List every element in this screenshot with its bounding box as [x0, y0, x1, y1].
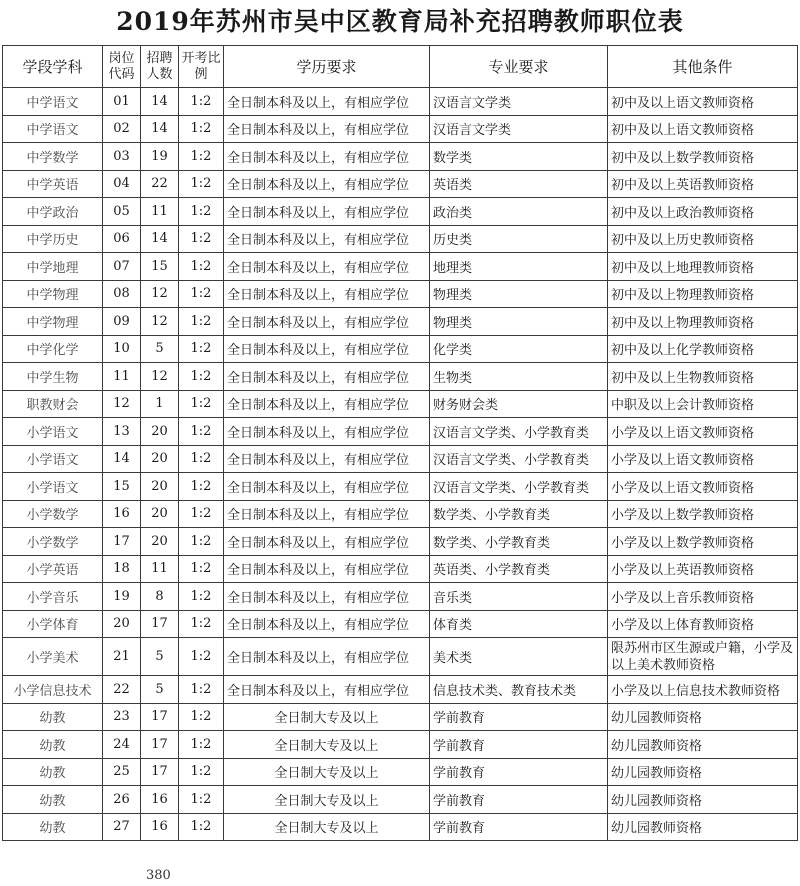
- cell-other: 初中及以上数学教师资格: [608, 143, 798, 171]
- cell-count: 17: [141, 703, 179, 731]
- cell-ratio: 1:2: [179, 445, 224, 473]
- cell-major: 汉语言文学类、小学教育类: [430, 445, 608, 473]
- cell-count: 5: [141, 335, 179, 363]
- cell-major: 汉语言文学类、小学教育类: [430, 473, 608, 501]
- cell-code: 06: [103, 225, 141, 253]
- header-ratio: 开考比例: [179, 46, 224, 88]
- cell-ratio: 1:2: [179, 253, 224, 281]
- cell-count: 15: [141, 253, 179, 281]
- cell-major: 学前教育: [430, 813, 608, 841]
- cell-education: 全日制本科及以上，有相应学位: [224, 225, 430, 253]
- cell-education: 全日制本科及以上，有相应学位: [224, 445, 430, 473]
- cell-code: 09: [103, 308, 141, 336]
- cell-subject: 幼教: [3, 813, 103, 841]
- cell-code: 02: [103, 115, 141, 143]
- cell-education: 全日制大专及以上: [224, 786, 430, 814]
- table-row: [3, 253, 798, 281]
- cell-code: 08: [103, 280, 141, 308]
- cell-other: 小学及以上数学教师资格: [608, 528, 798, 556]
- cell-subject: 小学美术: [3, 638, 103, 676]
- cell-other: 初中及以上生物教师资格: [608, 363, 798, 391]
- cell-ratio: 1:2: [179, 335, 224, 363]
- cell-count: 5: [141, 638, 179, 676]
- cell-other: 幼儿园教师资格: [608, 703, 798, 731]
- cell-major: 音乐类: [430, 583, 608, 611]
- cell-count: 20: [141, 528, 179, 556]
- cell-code: 22: [103, 676, 141, 704]
- cell-education: 全日制本科及以上，有相应学位: [224, 528, 430, 556]
- table-row: [3, 731, 798, 759]
- cell-subject: 幼教: [3, 703, 103, 731]
- cell-count: 14: [141, 115, 179, 143]
- cell-code: 14: [103, 445, 141, 473]
- cell-education: 全日制本科及以上，有相应学位: [224, 583, 430, 611]
- cell-education: 全日制大专及以上: [224, 758, 430, 786]
- cell-other: 初中及以上语文教师资格: [608, 88, 798, 116]
- table-row: [3, 280, 798, 308]
- cell-major: 数学类、小学教育类: [430, 528, 608, 556]
- cell-count: 22: [141, 170, 179, 198]
- cell-ratio: 1:2: [179, 676, 224, 704]
- cell-count: 1: [141, 390, 179, 418]
- cell-other: 小学及以上语文教师资格: [608, 473, 798, 501]
- table-row: [3, 528, 798, 556]
- cell-count: 14: [141, 225, 179, 253]
- cell-code: 19: [103, 583, 141, 611]
- cell-code: 11: [103, 363, 141, 391]
- cell-other: 幼儿园教师资格: [608, 758, 798, 786]
- cell-major: 数学类、小学教育类: [430, 500, 608, 528]
- cell-code: 17: [103, 528, 141, 556]
- cell-education: 全日制本科及以上，有相应学位: [224, 676, 430, 704]
- cell-count: 16: [141, 813, 179, 841]
- cell-subject: 中学地理: [3, 253, 103, 281]
- cell-other: 小学及以上体育教师资格: [608, 610, 798, 638]
- cell-major: 美术类: [430, 638, 608, 676]
- cell-other: 限苏州市区生源或户籍，小学及以上美术教师资格: [608, 638, 798, 676]
- cell-education: 全日制大专及以上: [224, 703, 430, 731]
- cell-count: 16: [141, 786, 179, 814]
- cell-count: 14: [141, 88, 179, 116]
- table-row: [3, 500, 798, 528]
- cell-major: 地理类: [430, 253, 608, 281]
- cell-ratio: 1:2: [179, 731, 224, 759]
- table-row: [3, 638, 798, 676]
- cell-subject: 幼教: [3, 786, 103, 814]
- cell-ratio: 1:2: [179, 583, 224, 611]
- cell-subject: 中学历史: [3, 225, 103, 253]
- cell-major: 汉语言文学类、小学教育类: [430, 418, 608, 446]
- cell-subject: 小学音乐: [3, 583, 103, 611]
- table-header-row: [3, 46, 798, 88]
- cell-major: 化学类: [430, 335, 608, 363]
- cell-other: 幼儿园教师资格: [608, 813, 798, 841]
- table-row: [3, 88, 798, 116]
- cell-ratio: 1:2: [179, 528, 224, 556]
- cell-other: 小学及以上语文教师资格: [608, 418, 798, 446]
- cell-subject: 职教财会: [3, 390, 103, 418]
- cell-subject: 中学物理: [3, 280, 103, 308]
- cell-ratio: 1:2: [179, 703, 224, 731]
- cell-education: 全日制本科及以上，有相应学位: [224, 280, 430, 308]
- cell-education: 全日制本科及以上，有相应学位: [224, 253, 430, 281]
- cell-other: 小学及以上信息技术教师资格: [608, 676, 798, 704]
- cell-ratio: 1:2: [179, 390, 224, 418]
- cell-other: 中职及以上会计教师资格: [608, 390, 798, 418]
- cell-major: 学前教育: [430, 786, 608, 814]
- cell-code: 26: [103, 786, 141, 814]
- cell-code: 12: [103, 390, 141, 418]
- cell-code: 25: [103, 758, 141, 786]
- cell-education: 全日制本科及以上，有相应学位: [224, 198, 430, 226]
- cell-ratio: 1:2: [179, 786, 224, 814]
- cell-major: 生物类: [430, 363, 608, 391]
- header-count: 招聘人数: [141, 46, 179, 88]
- table-row: [3, 786, 798, 814]
- cell-ratio: 1:2: [179, 555, 224, 583]
- cell-count: 8: [141, 583, 179, 611]
- table-row: [3, 363, 798, 391]
- table-row: [3, 308, 798, 336]
- cell-major: 历史类: [430, 225, 608, 253]
- cell-education: 全日制本科及以上，有相应学位: [224, 88, 430, 116]
- cell-subject: 中学化学: [3, 335, 103, 363]
- cell-ratio: 1:2: [179, 758, 224, 786]
- table-row: [3, 335, 798, 363]
- cell-count: 20: [141, 445, 179, 473]
- table-row: [3, 676, 798, 704]
- cell-major: 政治类: [430, 198, 608, 226]
- cell-education: 全日制本科及以上，有相应学位: [224, 610, 430, 638]
- cell-subject: 幼教: [3, 731, 103, 759]
- cell-major: 英语类、小学教育类: [430, 555, 608, 583]
- cell-ratio: 1:2: [179, 115, 224, 143]
- cell-count: 12: [141, 308, 179, 336]
- cell-major: 学前教育: [430, 703, 608, 731]
- cell-major: 物理类: [430, 308, 608, 336]
- cell-ratio: 1:2: [179, 418, 224, 446]
- cell-subject: 小学语文: [3, 473, 103, 501]
- cell-education: 全日制本科及以上，有相应学位: [224, 500, 430, 528]
- header-major: 专业要求: [430, 46, 608, 88]
- cell-other: 初中及以上物理教师资格: [608, 280, 798, 308]
- cell-major: 数学类: [430, 143, 608, 171]
- cell-subject: 小学语文: [3, 445, 103, 473]
- cell-code: 16: [103, 500, 141, 528]
- cell-ratio: 1:2: [179, 813, 224, 841]
- cell-education: 全日制本科及以上，有相应学位: [224, 363, 430, 391]
- cell-count: 17: [141, 758, 179, 786]
- cell-subject: 中学语文: [3, 88, 103, 116]
- cell-code: 27: [103, 813, 141, 841]
- cell-major: 汉语言文学类: [430, 88, 608, 116]
- table-row: [3, 473, 798, 501]
- cell-subject: 中学英语: [3, 170, 103, 198]
- cell-ratio: 1:2: [179, 225, 224, 253]
- cell-code: 23: [103, 703, 141, 731]
- cell-education: 全日制本科及以上，有相应学位: [224, 473, 430, 501]
- cell-code: 24: [103, 731, 141, 759]
- cell-count: 17: [141, 731, 179, 759]
- table-row: [3, 555, 798, 583]
- cell-major: 信息技术类、教育技术类: [430, 676, 608, 704]
- table-row: [3, 703, 798, 731]
- header-other: 其他条件: [608, 46, 798, 88]
- cell-subject: 幼教: [3, 758, 103, 786]
- cell-other: 幼儿园教师资格: [608, 786, 798, 814]
- cell-count: 5: [141, 676, 179, 704]
- cell-other: 初中及以上英语教师资格: [608, 170, 798, 198]
- cell-code: 20: [103, 610, 141, 638]
- cell-code: 05: [103, 198, 141, 226]
- cell-education: 全日制大专及以上: [224, 731, 430, 759]
- cell-ratio: 1:2: [179, 280, 224, 308]
- table-row: [3, 198, 798, 226]
- cell-subject: 中学政治: [3, 198, 103, 226]
- table-row: [3, 583, 798, 611]
- cell-ratio: 1:2: [179, 473, 224, 501]
- positions-table: [2, 45, 798, 841]
- cell-code: 03: [103, 143, 141, 171]
- cell-subject: 小学体育: [3, 610, 103, 638]
- table-row: [3, 390, 798, 418]
- cell-other: 初中及以上语文教师资格: [608, 115, 798, 143]
- cell-other: 小学及以上语文教师资格: [608, 445, 798, 473]
- cell-count: 12: [141, 280, 179, 308]
- cell-education: 全日制本科及以上，有相应学位: [224, 638, 430, 676]
- cell-subject: 小学信息技术: [3, 676, 103, 704]
- cell-education: 全日制本科及以上，有相应学位: [224, 143, 430, 171]
- cell-education: 全日制本科及以上，有相应学位: [224, 115, 430, 143]
- cell-ratio: 1:2: [179, 610, 224, 638]
- cell-education: 全日制大专及以上: [224, 813, 430, 841]
- cell-major: 学前教育: [430, 758, 608, 786]
- cell-code: 01: [103, 88, 141, 116]
- page-number: 380: [146, 868, 171, 883]
- cell-subject: 小学语文: [3, 418, 103, 446]
- cell-other: 初中及以上政治教师资格: [608, 198, 798, 226]
- cell-education: 全日制本科及以上，有相应学位: [224, 555, 430, 583]
- cell-count: 19: [141, 143, 179, 171]
- cell-other: 初中及以上物理教师资格: [608, 308, 798, 336]
- table-row: [3, 813, 798, 841]
- cell-education: 全日制本科及以上，有相应学位: [224, 308, 430, 336]
- table-row: [3, 610, 798, 638]
- cell-ratio: 1:2: [179, 170, 224, 198]
- cell-education: 全日制本科及以上，有相应学位: [224, 390, 430, 418]
- cell-code: 10: [103, 335, 141, 363]
- cell-major: 学前教育: [430, 731, 608, 759]
- cell-other: 初中及以上地理教师资格: [608, 253, 798, 281]
- cell-code: 07: [103, 253, 141, 281]
- cell-major: 财务财会类: [430, 390, 608, 418]
- cell-education: 全日制本科及以上，有相应学位: [224, 335, 430, 363]
- cell-subject: 小学数学: [3, 528, 103, 556]
- table-row: [3, 143, 798, 171]
- header-code: 岗位代码: [103, 46, 141, 88]
- cell-major: 汉语言文学类: [430, 115, 608, 143]
- table-row: [3, 115, 798, 143]
- cell-other: 初中及以上化学教师资格: [608, 335, 798, 363]
- header-education: 学历要求: [224, 46, 430, 88]
- cell-count: 12: [141, 363, 179, 391]
- cell-subject: 小学数学: [3, 500, 103, 528]
- cell-count: 11: [141, 198, 179, 226]
- table-row: [3, 758, 798, 786]
- cell-other: 小学及以上英语教师资格: [608, 555, 798, 583]
- cell-education: 全日制本科及以上，有相应学位: [224, 170, 430, 198]
- cell-ratio: 1:2: [179, 88, 224, 116]
- cell-education: 全日制本科及以上，有相应学位: [224, 418, 430, 446]
- cell-subject: 小学英语: [3, 555, 103, 583]
- cell-count: 20: [141, 473, 179, 501]
- table-row: [3, 170, 798, 198]
- cell-code: 13: [103, 418, 141, 446]
- page-title: 2019年苏州市吴中区教育局补充招聘教师职位表: [116, 7, 684, 36]
- cell-ratio: 1:2: [179, 638, 224, 676]
- header-subject: 学段学科: [3, 46, 103, 88]
- cell-subject: 中学生物: [3, 363, 103, 391]
- cell-count: 17: [141, 610, 179, 638]
- cell-other: 初中及以上历史教师资格: [608, 225, 798, 253]
- cell-major: 英语类: [430, 170, 608, 198]
- cell-code: 21: [103, 638, 141, 676]
- cell-other: 小学及以上数学教师资格: [608, 500, 798, 528]
- cell-code: 18: [103, 555, 141, 583]
- table-row: [3, 225, 798, 253]
- table-row: [3, 445, 798, 473]
- cell-other: 幼儿园教师资格: [608, 731, 798, 759]
- cell-subject: 中学语文: [3, 115, 103, 143]
- cell-ratio: 1:2: [179, 363, 224, 391]
- cell-count: 20: [141, 418, 179, 446]
- cell-ratio: 1:2: [179, 198, 224, 226]
- cell-subject: 中学物理: [3, 308, 103, 336]
- cell-code: 04: [103, 170, 141, 198]
- cell-major: 物理类: [430, 280, 608, 308]
- cell-ratio: 1:2: [179, 308, 224, 336]
- cell-major: 体育类: [430, 610, 608, 638]
- cell-ratio: 1:2: [179, 143, 224, 171]
- cell-count: 11: [141, 555, 179, 583]
- table-row: [3, 418, 798, 446]
- cell-ratio: 1:2: [179, 500, 224, 528]
- cell-subject: 中学数学: [3, 143, 103, 171]
- cell-count: 20: [141, 500, 179, 528]
- cell-other: 小学及以上音乐教师资格: [608, 583, 798, 611]
- cell-code: 15: [103, 473, 141, 501]
